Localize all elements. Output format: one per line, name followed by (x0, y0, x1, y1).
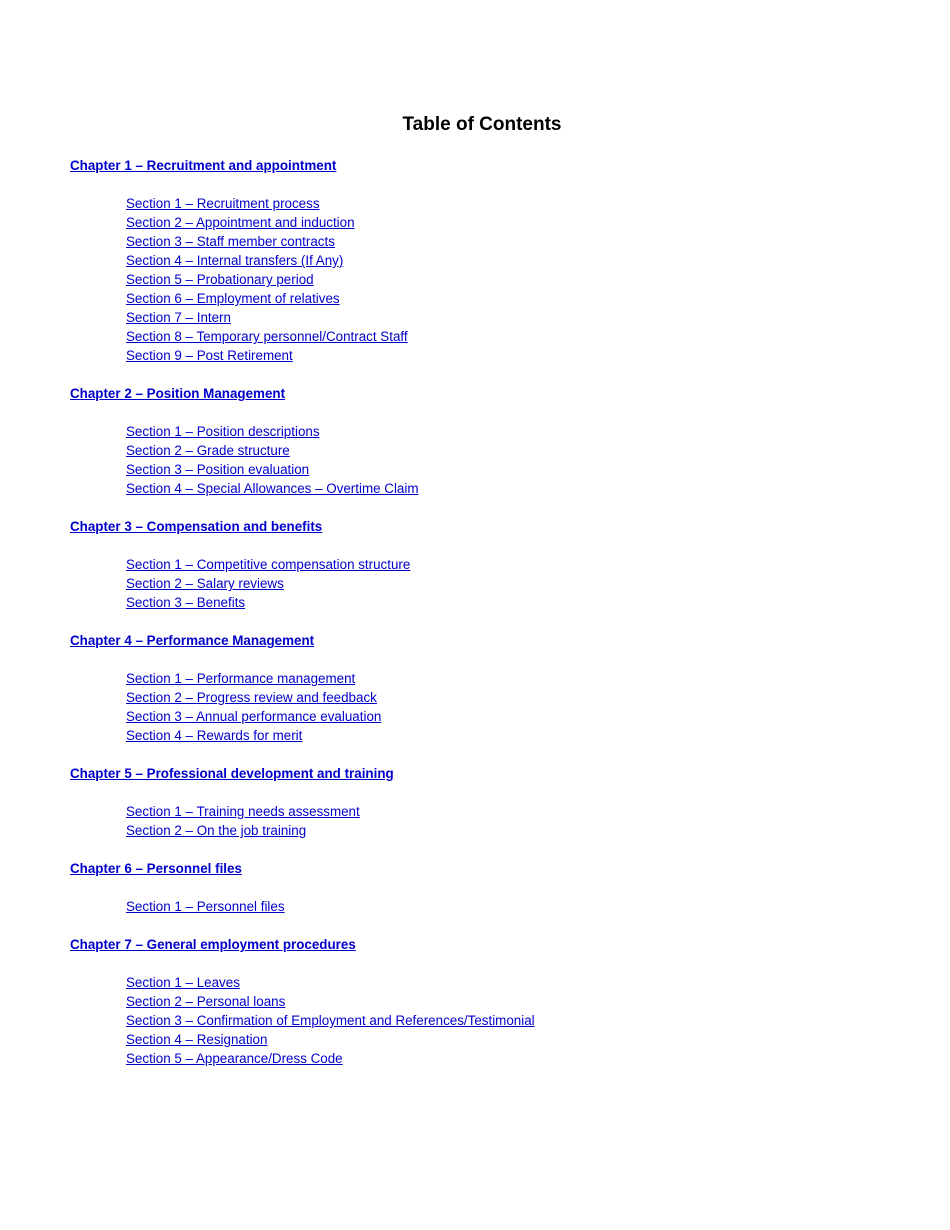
chapter-link-7[interactable]: Chapter 7 – General employment procedures (70, 937, 356, 952)
chapter-block (0, 631, 950, 745)
chapter-block (0, 764, 950, 840)
section-link[interactable]: Section 5 – Probationary period (126, 272, 314, 287)
chapter-link-1[interactable]: Chapter 1 – Recruitment and appointment (70, 158, 337, 173)
section-link[interactable]: Section 3 – Annual performance evaluation (126, 709, 382, 724)
section-link[interactable]: Section 1 – Performance management (126, 671, 356, 686)
section-link[interactable]: Section 4 – Resignation (126, 1032, 268, 1047)
section-link[interactable]: Section 2 – Appointment and induction (126, 215, 355, 230)
section-link[interactable]: Section 4 – Internal transfers (If Any) (126, 253, 344, 268)
section-link[interactable]: Section 1 – Personnel files (126, 899, 285, 914)
section-link[interactable]: Section 4 – Special Allowances – Overtime Claim (126, 481, 419, 496)
chapter-link-6[interactable]: Chapter 6 – Personnel files (70, 861, 242, 876)
section-link[interactable]: Section 9 – Post Retirement (126, 348, 293, 363)
section-link[interactable]: Section 5 – Appearance/Dress Code (126, 1051, 343, 1066)
section-link[interactable]: Section 1 – Leaves (126, 975, 240, 990)
section-link[interactable]: Section 2 – Progress review and feedback (126, 690, 377, 705)
section-link[interactable]: Section 3 – Confirmation of Employment and References/Testimonial (126, 1013, 535, 1028)
chapter-link-4[interactable]: Chapter 4 – Performance Management (70, 633, 315, 648)
section-link[interactable]: Section 1 – Training needs assessment (126, 804, 360, 819)
section-link[interactable]: Section 8 – Temporary personnel/Contract Staff (126, 329, 408, 344)
section-list (0, 669, 950, 745)
section-link[interactable]: Section 7 – Intern (126, 310, 231, 325)
section-link[interactable]: Section 1 – Competitive compensation structure (126, 557, 411, 572)
chapter-block (0, 859, 950, 916)
section-link[interactable]: Section 6 – Employment of relatives (126, 291, 340, 306)
chapter-block (0, 156, 950, 365)
section-link[interactable]: Section 3 – Benefits (126, 595, 246, 610)
section-link[interactable]: Section 2 – Salary reviews (126, 576, 284, 591)
section-list (0, 555, 950, 612)
section-link[interactable]: Section 2 – Grade structure (126, 443, 290, 458)
section-link[interactable]: Section 2 – On the job training (126, 823, 307, 838)
chapter-block (0, 384, 950, 498)
section-link[interactable]: Section 3 – Position evaluation (126, 462, 310, 477)
section-link[interactable]: Section 2 – Personal loans (126, 994, 286, 1009)
chapter-link-5[interactable]: Chapter 5 – Professional development and training (70, 766, 394, 781)
toc-title: Table of Contents (402, 114, 562, 135)
chapter-link-3[interactable]: Chapter 3 – Compensation and benefits (70, 519, 323, 534)
chapter-block (0, 517, 950, 612)
section-link[interactable]: Section 1 – Recruitment process (126, 196, 320, 211)
section-link[interactable]: Section 1 – Position descriptions (126, 424, 320, 439)
chapter-link-2[interactable]: Chapter 2 – Position Management (70, 386, 286, 401)
section-list (0, 973, 950, 1068)
section-link[interactable]: Section 3 – Staff member contracts (126, 234, 335, 249)
section-list (0, 802, 950, 840)
section-list (0, 422, 950, 498)
toc-list (0, 156, 950, 1068)
section-link[interactable]: Section 4 – Rewards for merit (126, 728, 303, 743)
section-list (0, 897, 950, 916)
section-list (0, 194, 950, 365)
chapter-block (0, 935, 950, 1068)
